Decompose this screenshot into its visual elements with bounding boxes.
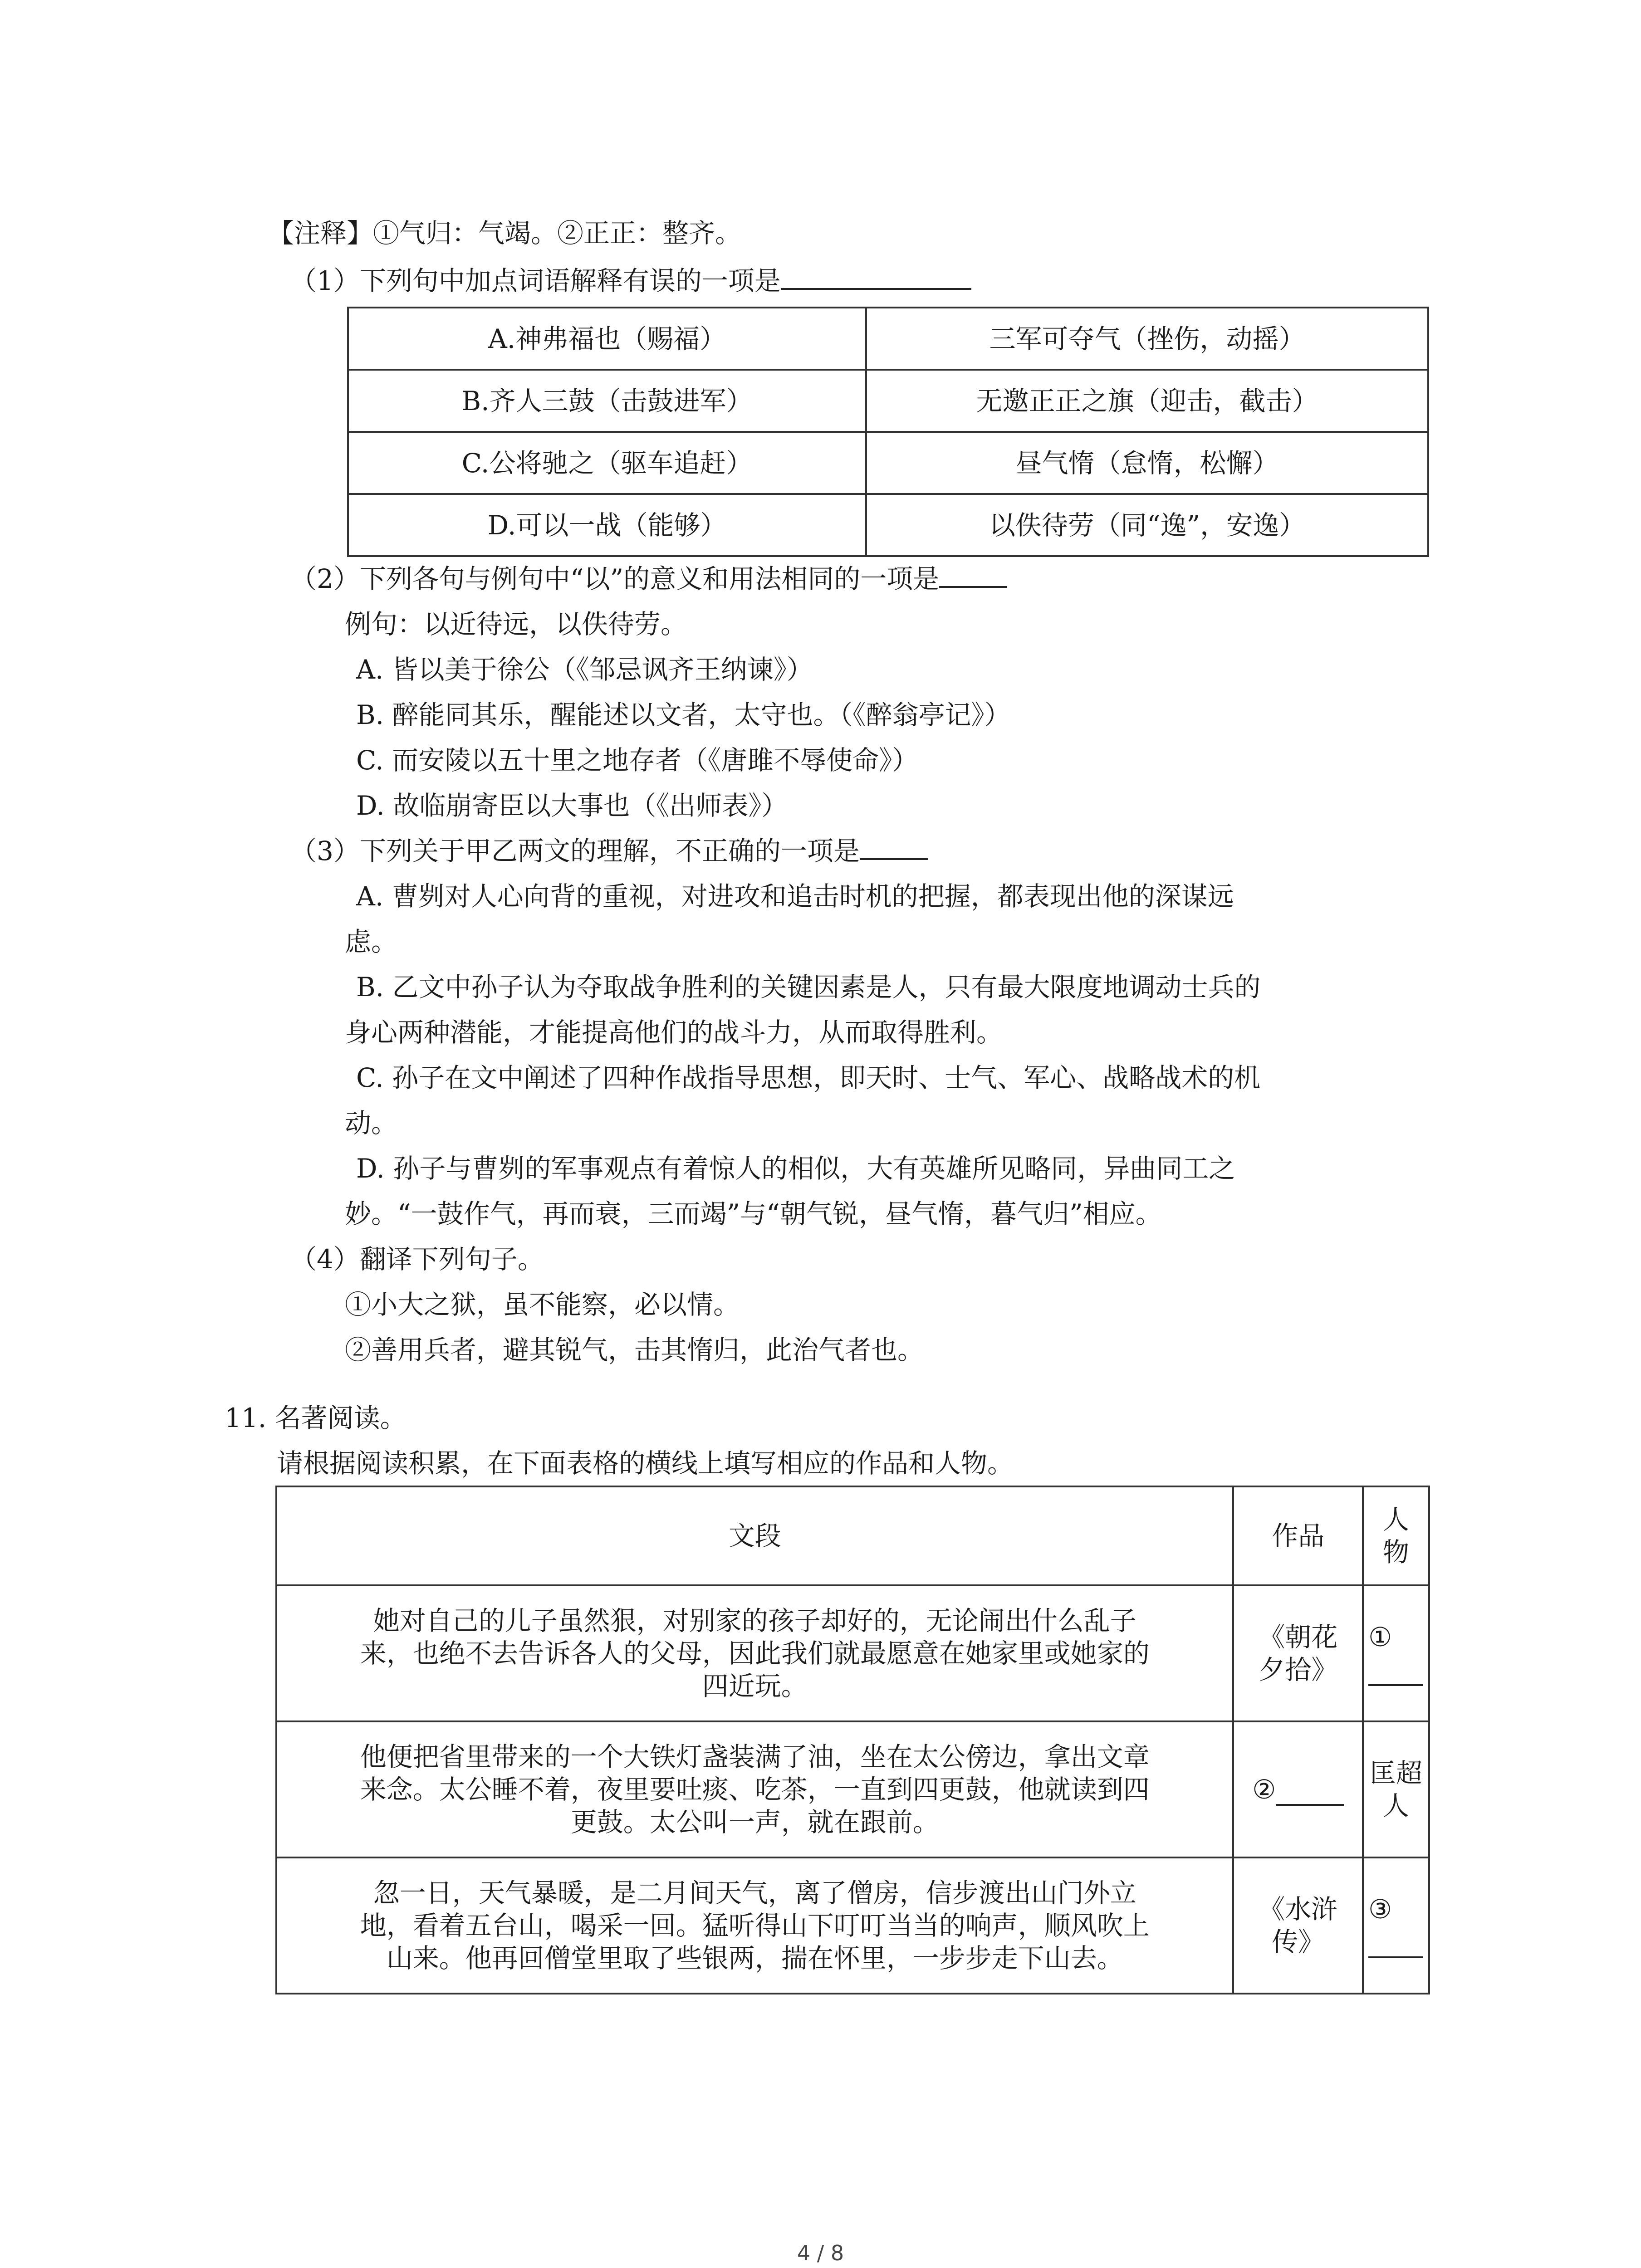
table-cell: B.齐人三鼓（击鼓进军） [348, 370, 866, 432]
table-header-row [276, 1486, 1429, 1585]
q3-option-b-line2: 身心两种潜能，才能提高他们的战斗力，从而取得胜利。 [345, 1017, 1003, 1048]
q11-title: 11. 名著阅读。 [225, 1403, 407, 1433]
q1-stem: （1）下列句中加点词语解释有误的一项是 [290, 264, 971, 297]
header-person: 人物 [1363, 1486, 1429, 1585]
table-cell: 昼气惰（怠惰，松懈） [866, 432, 1428, 494]
q3-option-d-line1: D. 孙子与曹刿的军事观点有着惊人的相似，大有英雄所见略同，异曲同工之 [356, 1153, 1235, 1184]
person-cell: 匡超 人 [1363, 1721, 1429, 1857]
table-row [348, 494, 1428, 556]
q4-item-2: ②善用兵者，避其锐气，击其惰归，此治气者也。 [345, 1334, 924, 1365]
q3-option-c-line2: 动。 [345, 1108, 398, 1139]
answer-blank[interactable] [781, 285, 971, 290]
q2-option-b: B. 醉能同其乐，醒能述以文者，太守也。（《醉翁亭记》） [356, 699, 1011, 730]
q4-item-1: ①小大之狱，虽不能察，必以情。 [345, 1289, 740, 1320]
table-row [276, 1721, 1429, 1857]
q11-instruction: 请根据阅读积累，在下面表格的横线上填写相应的作品和人物。 [277, 1448, 1014, 1479]
passage-cell: 忽一日，天气暴暖，是二月间天气，离了僧房，信步渡出山门外立 地，看着五台山，喝采一回。猛听得山下叮叮当当的响声，顺风吹上 山来。他再回僧堂里取了些银两，揣在怀里，一步步走下山去。 [276, 1857, 1233, 1994]
passage-cell: 她对自己的儿子虽然狠，对别家的孩子却好的，无论闹出什么乱子 来，也绝不去告诉各人的父母，因此我们就最愿意在她家里或她家的 四近玩。 [276, 1585, 1233, 1721]
table-cell: 以佚待劳（同“逸”，安逸） [866, 494, 1428, 556]
q2-option-a: A. 皆以美于徐公（《邹忌讽齐王纳谏》） [356, 654, 813, 685]
table-cell: 无邀正正之旗（迎击，截击） [866, 370, 1428, 432]
q2-example: 例句：以近待远，以佚待劳。 [345, 609, 687, 640]
work-cell: 《水浒 传》 [1233, 1857, 1363, 1994]
page-number: 4 / 8 [797, 2241, 844, 2265]
q3-option-c-line1: C. 孙子在文中阐述了四种作战指导思想，即天时、士气、军心、战略战术的机 [356, 1062, 1261, 1093]
header-passage: 文段 [276, 1486, 1233, 1585]
q3-stem: （3）下列关于甲乙两文的理解，不正确的一项是 [290, 835, 928, 867]
table-cell: D.可以一战（能够） [348, 494, 866, 556]
q4-stem: （4）翻译下列句子。 [290, 1244, 544, 1275]
work-cell: 《朝花 夕拾》 [1233, 1585, 1363, 1721]
annotation-note: 【注释】①气归：气竭。②正正：整齐。 [268, 218, 742, 249]
q1-options-table [347, 307, 1429, 557]
q3-option-a-line1: A. 曹刿对人心向背的重视，对进攻和追击时机的把握，都表现出他的深谋远 [356, 881, 1234, 912]
table-row [276, 1585, 1429, 1721]
q11-reading-table [275, 1486, 1430, 1994]
table-cell: 三军可夺气（挫伤，动摇） [866, 308, 1428, 370]
table-cell: A.神弗福也（赐福） [348, 308, 866, 370]
q3-option-d-line2: 妙。“一鼓作气，再而衰，三而竭”与“朝气锐，昼气惰，暮气归”相应。 [345, 1198, 1162, 1229]
person-cell: ③ [1363, 1857, 1429, 1994]
q3-option-b-line1: B. 乙文中孙子认为夺取战争胜利的关键因素是人，只有最大限度地调动士兵的 [356, 972, 1261, 1002]
header-work: 作品 [1233, 1486, 1363, 1585]
answer-blank[interactable] [860, 855, 928, 860]
table-row [348, 308, 1428, 370]
answer-blank[interactable] [1368, 1662, 1423, 1686]
q3-option-a-line2: 虑。 [345, 926, 398, 957]
table-row [348, 432, 1428, 494]
work-cell: ② [1233, 1721, 1363, 1857]
person-cell: ① [1363, 1585, 1429, 1721]
answer-blank[interactable] [939, 583, 1007, 588]
answer-blank[interactable] [1368, 1934, 1423, 1958]
passage-cell: 他便把省里带来的一个大铁灯盏装满了油，坐在太公傍边，拿出文章 来念。太公睡不着，夜里要吐痰、吃茶，一直到四更鼓，他就读到四 更鼓。太公叫一声，就在跟前。 [276, 1721, 1233, 1857]
table-row [348, 370, 1428, 432]
answer-blank[interactable] [1276, 1781, 1344, 1806]
table-cell: C.公将驰之（驱车追赶） [348, 432, 866, 494]
q2-option-d: D. 故临崩寄臣以大事也（《出师表》） [356, 790, 788, 821]
q2-stem: （2）下列各句与例句中“以”的意义和用法相同的一项是 [290, 562, 1007, 595]
q2-option-c: C. 而安陵以五十里之地存者（《唐雎不辱使命》） [356, 745, 919, 776]
table-row [276, 1857, 1429, 1994]
